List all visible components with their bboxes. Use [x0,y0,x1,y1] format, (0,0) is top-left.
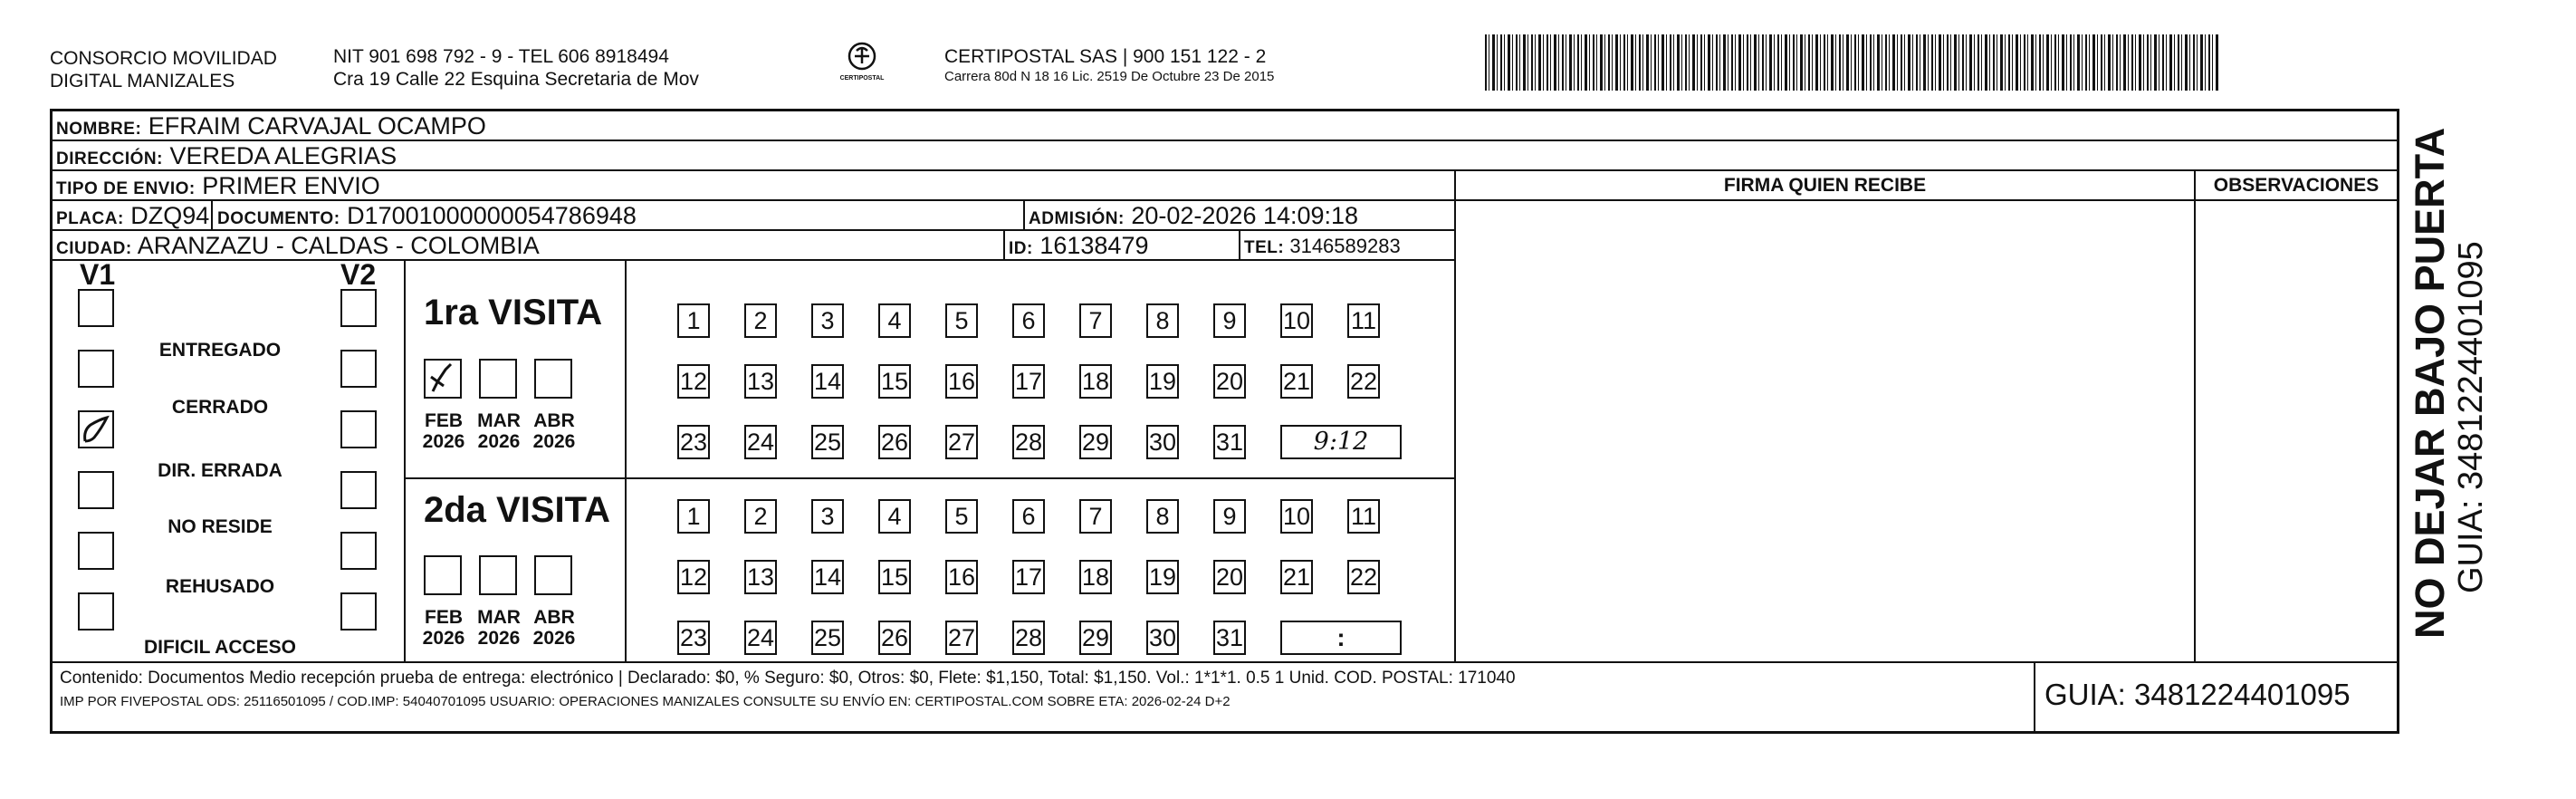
first-visit-mar-box[interactable] [479,359,517,399]
footer-guia-divider [2034,661,2035,731]
second-visit-day-3[interactable]: 3 [811,499,844,534]
month-label: FEB [425,607,463,628]
footer-guia-number: GUIA: 3481224401095 [2045,678,2351,711]
first-visit-feb-label [417,410,471,452]
second-visit-day-28[interactable]: 28 [1012,621,1045,655]
first-visit-day-29[interactable]: 29 [1079,425,1112,459]
second-visit-title: 2da VISITA [424,490,610,530]
status-entregado-label: ENTREGADO [158,340,282,361]
first-visit-day-15[interactable]: 15 [878,364,911,399]
v2-dir-errada-checkbox[interactable] [340,410,377,448]
footer-top-line [53,661,2397,663]
first-visit-day-31[interactable]: 31 [1213,425,1246,459]
first-visit-day-8[interactable]: 8 [1146,303,1179,338]
v2-entregado-checkbox[interactable] [340,289,377,327]
second-visit-day-15[interactable]: 15 [878,560,911,594]
months-divider [625,261,627,663]
second-visit-day-25[interactable]: 25 [811,621,844,655]
v2-cerrado-checkbox[interactable] [340,350,377,388]
first-visit-day-3[interactable]: 3 [811,303,844,338]
documento-field [217,201,637,234]
second-visit-day-17[interactable]: 17 [1012,560,1045,594]
first-visit-day-10[interactable]: 10 [1280,303,1313,338]
month-label: FEB [425,410,463,431]
first-visit-day-22[interactable]: 22 [1347,364,1380,399]
second-visit-feb-label [417,607,471,649]
first-visit-day-19[interactable]: 19 [1146,364,1179,399]
first-visit-day-12[interactable]: 12 [677,364,710,399]
first-visit-day-16[interactable]: 16 [945,364,978,399]
first-visit-day-26[interactable]: 26 [878,425,911,459]
first-visit-day-27[interactable]: 27 [945,425,978,459]
status-no-reside-label: NO RESIDE [168,516,273,537]
admision-divider [1023,201,1025,231]
tipo-value: PRIMER ENVIO [202,172,380,199]
first-visit-day-13[interactable]: 13 [744,364,777,399]
first-visit-day-23[interactable]: 23 [677,425,710,459]
first-visit-title: 1ra VISITA [424,293,603,332]
placa-label: PLACA: [56,209,124,228]
courier-name: CERTIPOSTAL SAS | 900 151 122 - 2 [944,46,1267,67]
second-visit-day-13[interactable]: 13 [744,560,777,594]
tel-field [1244,231,1401,263]
documento-label: DOCUMENTO: [217,209,340,228]
first-visit-day-2[interactable]: 2 [744,303,777,338]
first-visit-feb-box[interactable] [424,359,462,399]
sender-nit: NIT 901 698 792 - 9 - TEL 606 8918494 [333,46,669,67]
first-visit-time-box[interactable]: 9:12 [1280,425,1402,459]
delivery-form [50,109,2399,734]
v1-dificil-acceso-checkbox[interactable] [78,592,114,631]
second-visit-day-24[interactable]: 24 [744,621,777,655]
status-dificil-acceso-label: DIFICIL ACCESO [143,637,296,658]
placa-value: DZQ94 [130,202,210,229]
direccion-value: VEREDA ALEGRIAS [169,142,397,169]
nombre-value: EFRAIM CARVAJAL OCAMPO [148,112,486,140]
second-visit-day-19[interactable]: 19 [1146,560,1179,594]
first-visit-day-5[interactable]: 5 [945,303,978,338]
nombre-label: NOMBRE: [56,120,142,139]
second-visit-day-22[interactable]: 22 [1347,560,1380,594]
first-visit-day-30[interactable]: 30 [1146,425,1179,459]
sender-details [333,45,699,91]
second-visit-mar-label [472,607,526,649]
v2-header: V2 [340,258,377,291]
second-visit-day-5[interactable]: 5 [945,499,978,534]
second-visit-feb-box[interactable] [424,555,462,595]
checkmark-icon [426,361,460,397]
barcode [1485,34,2218,91]
id-label: ID: [1009,239,1033,258]
id-value: 16138479 [1039,232,1149,259]
ciudad-label: CIUDAD: [56,239,132,258]
first-visit-day-18[interactable]: 18 [1079,364,1112,399]
first-visit-day-4[interactable]: 4 [878,303,911,338]
second-visit-day-31[interactable]: 31 [1213,621,1246,655]
second-visit-day-9[interactable]: 9 [1213,499,1246,534]
v1-entregado-checkbox[interactable] [78,289,114,327]
first-visit-day-21[interactable]: 21 [1280,364,1313,399]
logo-icon [846,42,878,72]
month-label: ABR [533,410,575,431]
admision-label: ADMISIÓN: [1029,209,1125,228]
second-visit-day-14[interactable]: 14 [811,560,844,594]
second-visit-day-1[interactable]: 1 [677,499,710,534]
status-cerrado-label: CERRADO [171,397,269,418]
year-label: 2026 [477,628,521,649]
certipostal-logo [835,42,889,82]
second-visit-mar-box[interactable] [479,555,517,595]
observaciones-header: OBSERVACIONES [2213,175,2380,196]
first-visit-day-14[interactable]: 14 [811,364,844,399]
second-visit-day-29[interactable]: 29 [1079,621,1112,655]
first-visit-day-25[interactable]: 25 [811,425,844,459]
visit-divider [404,477,1454,479]
second-visit-day-8[interactable]: 8 [1146,499,1179,534]
status-dir-errada-label: DIR. ERRADA [158,460,282,481]
first-visit-day-9[interactable]: 9 [1213,303,1246,338]
id-field [1009,231,1148,264]
second-visit-time-box[interactable]: : [1280,621,1402,655]
tel-divider [1239,231,1240,261]
second-visit-day-18[interactable]: 18 [1079,560,1112,594]
year-label: 2026 [422,628,465,649]
v2-dificil-acceso-checkbox[interactable] [340,592,377,631]
sender-name-line2: DIGITAL MANIZALES [50,71,235,91]
second-visit-day-20[interactable]: 20 [1213,560,1246,594]
nombre-row [53,111,2397,141]
courier-address: Carrera 80d N 18 16 Lic. 2519 De Octubre 23 De 2015 [944,69,1275,84]
first-visit-day-7[interactable]: 7 [1079,303,1112,338]
month-label: ABR [533,607,575,628]
second-visit-day-7[interactable]: 7 [1079,499,1112,534]
second-visit-abr-box[interactable] [534,555,572,595]
first-visit-abr-label [527,410,581,452]
side-warning: NO DEJAR BAJO PUERTA [2407,127,2453,639]
sender-address: Cra 19 Calle 22 Esquina Secretaria de Mov [333,69,699,90]
first-visit-day-11[interactable]: 11 [1347,303,1380,338]
first-visit-day-24[interactable]: 24 [744,425,777,459]
v2-rehusado-checkbox[interactable] [340,532,377,570]
first-visit-abr-box[interactable] [534,359,572,399]
side-text [2408,128,2490,639]
logo-text: CERTIPOSTAL [839,75,885,82]
month-label: MAR [477,607,521,628]
second-visit-day-27[interactable]: 27 [945,621,978,655]
courier-details [944,45,1274,86]
second-visit-day-16[interactable]: 16 [945,560,978,594]
year-label: 2026 [532,431,576,452]
admision-value: 20-02-2026 14:09:18 [1131,202,1359,229]
tipo-label: TIPO DE ENVIO: [56,179,196,198]
sender-name [50,47,277,92]
documento-value: D17001000000054786948 [347,202,637,229]
tel-label: TEL: [1244,238,1285,257]
year-label: 2026 [477,431,521,452]
second-visit-day-2[interactable]: 2 [744,499,777,534]
second-visit-day-11[interactable]: 11 [1347,499,1380,534]
second-visit-abr-label [527,607,581,649]
first-visit-day-1[interactable]: 1 [677,303,710,338]
second-visit-day-12[interactable]: 12 [677,560,710,594]
observaciones-area[interactable] [2196,201,2395,661]
first-visit-day-28[interactable]: 28 [1012,425,1045,459]
ciudad-value: ARANZAZU - CALDAS - COLOMBIA [137,232,540,259]
tel-value: 3146589283 [1289,235,1401,257]
second-visit-day-10[interactable]: 10 [1280,499,1313,534]
footer-content-line: Contenido: Documentos Medio recepción prueba de entrega: electrónico | Declarado: $0, % Seguro: $0, Otros: $0, Flete: $1,150, Total: $1,150. Vol.: 1*1*1. 0.5 1 Unid. COD. POSTAL: 171040 [60,669,1516,688]
second-visit-day-26[interactable]: 26 [878,621,911,655]
second-visit-day-6[interactable]: 6 [1012,499,1045,534]
status-rehusado-label: REHUSADO [165,576,275,597]
status-divider [404,261,406,663]
direccion-label: DIRECCIÓN: [56,149,163,168]
admision-field [1029,201,1358,234]
first-visit-mar-label [472,410,526,452]
year-label: 2026 [422,431,465,452]
firma-area[interactable] [1456,201,2192,661]
v2-no-reside-checkbox[interactable] [340,471,377,509]
side-guia: GUIA: 3481224401095 [2452,241,2490,593]
year-label: 2026 [532,628,576,649]
placa-divider [211,201,213,231]
month-label: MAR [477,410,521,431]
first-visit-day-17[interactable]: 17 [1012,364,1045,399]
first-visit-day-20[interactable]: 20 [1213,364,1246,399]
second-visit-day-23[interactable]: 23 [677,621,710,655]
firma-header: FIRMA QUIEN RECIBE [1723,175,1927,196]
sender-name-line1: CONSORCIO MOVILIDAD [50,48,277,69]
second-visit-day-21[interactable]: 21 [1280,560,1313,594]
first-visit-day-6[interactable]: 6 [1012,303,1045,338]
second-visit-day-4[interactable]: 4 [878,499,911,534]
footer-print-line: IMP POR FIVEPOSTAL ODS: 25116501095 / COD.IMP: 54040701095 USUARIO: OPERACIONES MANIZALES CONSULTE SU ENVÍO EN: CERTIPOSTAL.COM SOBRE ETA: 2026-02-24 D+2 [60,694,1231,709]
tipo-row [53,171,1456,201]
v1-header: V1 [80,258,116,291]
id-divider [1003,231,1005,261]
second-visit-day-30[interactable]: 30 [1146,621,1179,655]
direccion-row [53,141,2397,171]
